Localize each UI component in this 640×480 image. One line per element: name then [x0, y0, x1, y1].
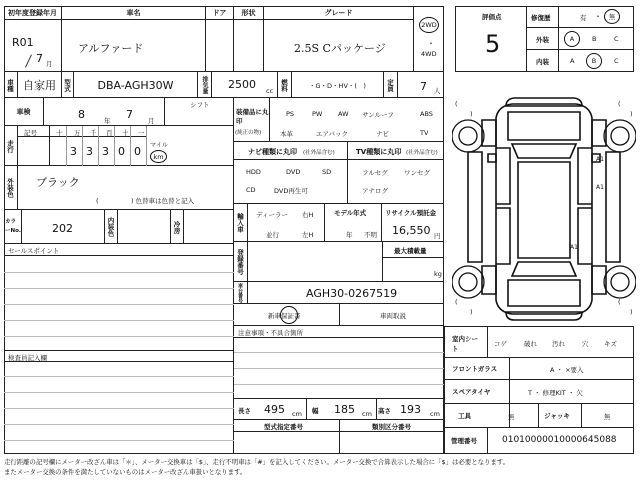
- doors-label: ドア: [212, 8, 227, 17]
- model-label-cell: [62, 72, 74, 98]
- chassis-label-cell: [234, 282, 248, 304]
- inspection-month: 7: [126, 108, 133, 121]
- interior-seat-label-cell: [444, 326, 488, 358]
- mileage-digit-4: 0: [134, 145, 141, 158]
- length-unit: cm: [292, 410, 302, 418]
- footer-line-1: 走行距離の記号欄にメーター改ざん車は「＊」、メーター交換車は「$」、走行不明車は「#」を記入してください。メーター交換で合算表示した場合に「$」は必要となります。: [4, 458, 510, 466]
- repaint-label-cell: [170, 210, 184, 244]
- import-dealer: ディーラー: [256, 211, 288, 219]
- inspection-year: 8: [78, 108, 85, 121]
- import-right: 右H: [302, 211, 314, 219]
- sales-line-3: [4, 304, 234, 305]
- width-label: 幅: [312, 407, 319, 415]
- repair-no-circled: [604, 9, 620, 24]
- navi-sub-label: (社外品含む): [303, 150, 335, 156]
- navi-label: ナビ種類に丸印: [248, 148, 297, 156]
- shift-label: シフト: [190, 101, 210, 109]
- grade-cell: [264, 20, 414, 72]
- first-reg-era: R01: [12, 36, 34, 49]
- inspector-line-2: [4, 392, 234, 393]
- diagram-bracket-br-close: ): [630, 308, 633, 316]
- notes-line-1: [234, 352, 444, 353]
- mileage-symbol-cell: [18, 126, 50, 166]
- jack-value: 無: [604, 413, 611, 421]
- equipment-label-cell: [234, 98, 270, 142]
- tv-oneseg: ワンセグ: [404, 169, 430, 177]
- sales-line-4: [4, 320, 234, 321]
- car-name-cell: [62, 20, 206, 72]
- seat-burn: コゲ: [494, 340, 507, 348]
- import-label-cell: [234, 204, 248, 242]
- height-unit: cm: [430, 410, 440, 418]
- displacement-cell: [212, 72, 278, 98]
- mileage-digit-header-6: 一: [138, 129, 145, 137]
- model-year-unit: 年: [346, 231, 353, 239]
- spare-tire-label-cell: [444, 380, 510, 404]
- mileage-digit-header-2: 万: [74, 129, 81, 137]
- footer-line-2: またメーター交換の条件を満たしていないものはメーター改ざん車扱いとなります。: [4, 468, 247, 476]
- mileage-digit-0: 3: [70, 145, 77, 158]
- tv-fullseg: フルセグ: [362, 169, 388, 177]
- mileage-unit-km-circled: [150, 150, 167, 163]
- mileage-unit-km: km: [153, 152, 164, 161]
- score-value: 5: [485, 30, 501, 58]
- category-value: 自家用: [23, 79, 56, 92]
- height-value: 193: [400, 403, 421, 416]
- interior-grade-label: 内装: [536, 58, 549, 66]
- inspection-month-unit: 月: [148, 117, 155, 125]
- exterior-grade-b: B: [592, 35, 597, 43]
- score-label: 評価点: [482, 13, 502, 21]
- mileage-digit-header-1: 十: [56, 129, 63, 137]
- first-reg-month-unit: 月: [46, 60, 53, 68]
- displacement-label: 排気量: [201, 76, 208, 94]
- seat-tear: 破れ: [524, 340, 537, 348]
- inspector-line-1: [4, 376, 234, 377]
- capacity-label: 定員: [386, 78, 394, 92]
- import-parallel: 並行: [266, 231, 279, 239]
- capacity-cell: [398, 72, 444, 98]
- fuel-options: ・G・D・HV・( ): [309, 81, 366, 90]
- model-cell: [74, 72, 198, 98]
- equipment-navi: ナビ: [376, 130, 389, 138]
- warranty-circle: [280, 306, 298, 324]
- mileage-unit-mile: マイル: [150, 142, 168, 149]
- tools-label: 工具: [458, 412, 471, 420]
- tv-sub-label: (社外品含む): [406, 150, 438, 156]
- notes-label: 注意事項・不具合箇所: [238, 329, 303, 337]
- first-reg-month: 7: [36, 52, 43, 65]
- navi-dvd: DVD: [286, 168, 301, 176]
- mileage-sep-2: [82, 126, 83, 166]
- mileage-label-cell: [4, 126, 18, 166]
- navi-sd: SD: [322, 168, 332, 176]
- equipment-tv: TV: [420, 129, 429, 137]
- import-left: 左H: [302, 231, 314, 239]
- diagram-bracket-tr-open: (: [618, 100, 621, 108]
- length-label: 長さ: [238, 407, 251, 415]
- interior-seat-label: 室内シート: [452, 335, 478, 353]
- exterior-grade-a-circled: [564, 31, 580, 47]
- shape-cell: [234, 20, 264, 72]
- tv-analog: アナログ: [362, 187, 388, 195]
- front-glass-value: A ・ ×要入: [550, 366, 584, 374]
- doors-cell: [206, 20, 234, 72]
- equipment-pw: PW: [312, 110, 323, 118]
- seat-hole: 穴: [582, 340, 589, 348]
- repair-no: 無: [608, 13, 616, 21]
- spare-tire-value: T ・ 修理KIT ・ 欠: [528, 389, 583, 397]
- spare-tire-label: スペアタイヤ: [452, 388, 491, 396]
- interior-color-label: 内装色: [106, 217, 115, 237]
- seat-stain: 汚れ: [552, 340, 565, 348]
- chassis-label: 車台番号: [237, 283, 243, 303]
- warranty-label: 新車保証書: [268, 312, 301, 320]
- import-label: 輸入車: [236, 213, 244, 233]
- category-label: 車種: [6, 78, 14, 92]
- front-glass-label: フロントガラス: [452, 365, 498, 373]
- sales-line-5: [4, 336, 234, 337]
- inspection-year-unit: 年: [104, 117, 111, 125]
- sales-line-2: [4, 288, 234, 289]
- exterior-color-value: ブラック: [36, 176, 80, 189]
- inspector-report-label: 検査員記入欄: [8, 354, 47, 362]
- mileage-digit-header-3: 千: [90, 129, 97, 137]
- tv-label: TV種類に丸印: [356, 148, 402, 156]
- shape-label-cell: [234, 6, 264, 20]
- mileage-digit-1: 3: [86, 145, 93, 158]
- mileage-sep-5: [130, 126, 131, 166]
- registration-label-cell: [234, 242, 248, 282]
- diagram-bracket-bl-close: ): [470, 308, 473, 316]
- repaint-label: 冷房: [172, 220, 181, 234]
- notes-header: [234, 326, 444, 338]
- category-cell: [18, 72, 62, 98]
- notes-line-3: [234, 384, 444, 385]
- first-reg-cell: [4, 20, 62, 72]
- repair-yes: 有: [580, 14, 587, 22]
- width-unit: cm: [362, 410, 372, 418]
- model-year-label: モデル年式: [334, 209, 367, 217]
- equipment-sunroof: サンルーフ: [362, 111, 394, 119]
- exterior-grade-c: C: [614, 35, 619, 43]
- grade-value: 2.5S Cパッケージ: [294, 42, 386, 55]
- displacement-label-cell: [198, 72, 212, 98]
- width-cell: [306, 398, 307, 420]
- color-no-label-cell: [4, 210, 22, 244]
- inspector-line-5: [4, 440, 234, 441]
- navi-hdd: HDD: [246, 168, 261, 176]
- equipment-leather: 本革: [280, 130, 293, 138]
- height-cell: [376, 398, 377, 420]
- registration-label: 登録番号: [236, 249, 244, 275]
- shape-label: 形状: [241, 8, 256, 17]
- navi-dvd-play: DVD再生可: [274, 187, 308, 195]
- car-body-diagram: [452, 96, 636, 322]
- mileage-digit-3: 0: [118, 145, 125, 158]
- interior-color-label-cell: [104, 210, 118, 244]
- fuel-cell: [292, 72, 384, 98]
- drive-2wd: 2WD: [421, 21, 437, 29]
- seat-scratch: キズ: [604, 340, 617, 348]
- mileage-sep-3: [98, 126, 99, 166]
- sales-line-1: [4, 272, 234, 273]
- exterior-color-label: 外装色: [6, 178, 14, 198]
- model-label: 型式: [63, 78, 71, 92]
- drive-dot: ・: [427, 39, 435, 48]
- category-label-cell: [4, 72, 18, 98]
- grade-label: グレード: [324, 8, 353, 17]
- exterior-grade-label: 外装: [536, 36, 549, 44]
- interior-grade-a: A: [570, 57, 575, 65]
- management-label-cell: [444, 428, 488, 454]
- drive-4wd: 4WD: [421, 50, 437, 58]
- repair-dot: ・: [594, 12, 602, 21]
- width-value: 185: [334, 403, 355, 416]
- diagram-bracket-br-open: (: [618, 298, 621, 306]
- model-value: DBA-AGH30W: [97, 78, 174, 92]
- color-no-value: 202: [52, 222, 73, 235]
- mileage-digit-2: 3: [102, 145, 109, 158]
- recycle-value: 16,550: [392, 224, 431, 237]
- mileage-digit-header-0: 記号: [24, 129, 37, 137]
- exterior-grade-a: A: [569, 35, 575, 43]
- class-number-label: 類別区分番号: [372, 423, 411, 431]
- capacity-label-cell: [384, 72, 398, 98]
- notes-line-2: [234, 368, 444, 369]
- first-reg-label-cell: [4, 6, 62, 20]
- diagram-mark-1: A1: [596, 156, 604, 163]
- recycle-unit: 円: [434, 232, 441, 240]
- diagram-bracket-bl-open: (: [455, 298, 458, 306]
- exterior-color-label-cell: [4, 166, 18, 210]
- type-designation-label: 型式指定番号: [264, 423, 303, 431]
- mileage-label: 走行: [6, 139, 14, 153]
- equipment-aw: AW: [338, 110, 349, 118]
- equipment-ps: PS: [286, 110, 295, 118]
- equipment-abs: ABS: [420, 110, 433, 118]
- model-year-unknown: 不明: [364, 231, 377, 239]
- max-load-unit: kg: [434, 270, 442, 278]
- tools-value: 無: [508, 413, 515, 421]
- repair-label: 修復歴: [531, 14, 551, 22]
- inspector-line-4: [4, 424, 234, 425]
- diagram-bracket-tl-close: ): [470, 110, 473, 118]
- recycle-label: リサイクル預託金: [385, 209, 437, 217]
- interior-grade-b-circled: [586, 53, 602, 69]
- color-no-label: カラーNo.: [5, 219, 21, 234]
- grade-label-cell: [264, 6, 414, 20]
- management-label: 管理番号: [451, 437, 477, 445]
- interior-grade-c: C: [614, 57, 619, 65]
- jack-label-cell: [538, 404, 582, 428]
- sales-point-label: セールスポイント: [8, 247, 60, 255]
- car-name: アルファード: [78, 42, 144, 55]
- mileage-sep-4: [114, 126, 115, 166]
- first-reg-label: 初年度登録年月: [8, 9, 57, 17]
- doors-label-cell: [206, 6, 234, 20]
- navi-cd: CD: [246, 186, 256, 194]
- inspection-label: 車検: [16, 108, 31, 116]
- fuel-label: 燃料: [280, 78, 288, 92]
- diagram-mark-3: A1: [570, 244, 578, 251]
- capacity-unit: 人: [434, 87, 441, 95]
- height-label: 高さ: [378, 407, 391, 415]
- sales-point-header: [4, 244, 234, 256]
- diagram-bracket-tr-close: ): [630, 110, 633, 118]
- diagram-mark-2: A1: [596, 184, 604, 191]
- mileage-sep-1: [66, 126, 67, 166]
- jack-label: ジャッキ: [544, 412, 570, 420]
- fuel-label-cell: [278, 72, 292, 98]
- chassis-value: AGH30-0267519: [306, 287, 398, 300]
- tools-label-cell: [444, 404, 510, 428]
- inspection-label-cell: [4, 98, 44, 126]
- mileage-digit-header-5: 十: [122, 129, 129, 137]
- drive-2wd-circled: [419, 17, 439, 33]
- front-glass-label-cell: [444, 358, 510, 380]
- inspector-report-header: [4, 350, 234, 362]
- equipment-airbag: エアバック: [316, 130, 348, 138]
- equipment-sub-label: (純正の物): [235, 130, 262, 136]
- mileage-digit-header-4: 百: [106, 129, 113, 137]
- exterior-color-note: ( ) 色替車は色替と記入: [96, 197, 195, 205]
- displacement-value: 2500: [228, 78, 256, 91]
- manual-label: 車両取説: [380, 312, 406, 320]
- car-name-label-cell: [62, 6, 206, 20]
- mileage-sep-6: [146, 126, 147, 166]
- diagram-bracket-tl-open: (: [455, 100, 458, 108]
- car-name-label: 車名: [126, 8, 141, 17]
- inspector-line-3: [4, 408, 234, 409]
- management-value: 01010000010000645088: [502, 435, 617, 445]
- interior-grade-b: B: [591, 57, 597, 65]
- capacity-value: 7: [420, 80, 427, 93]
- displacement-unit: cc: [266, 87, 274, 95]
- color-no-row: [4, 210, 234, 244]
- equipment-label: 装備品に丸印: [236, 108, 269, 125]
- max-load-label: 最大積載量: [394, 247, 427, 255]
- length-value: 495: [264, 403, 285, 416]
- first-reg-slash: [25, 54, 32, 67]
